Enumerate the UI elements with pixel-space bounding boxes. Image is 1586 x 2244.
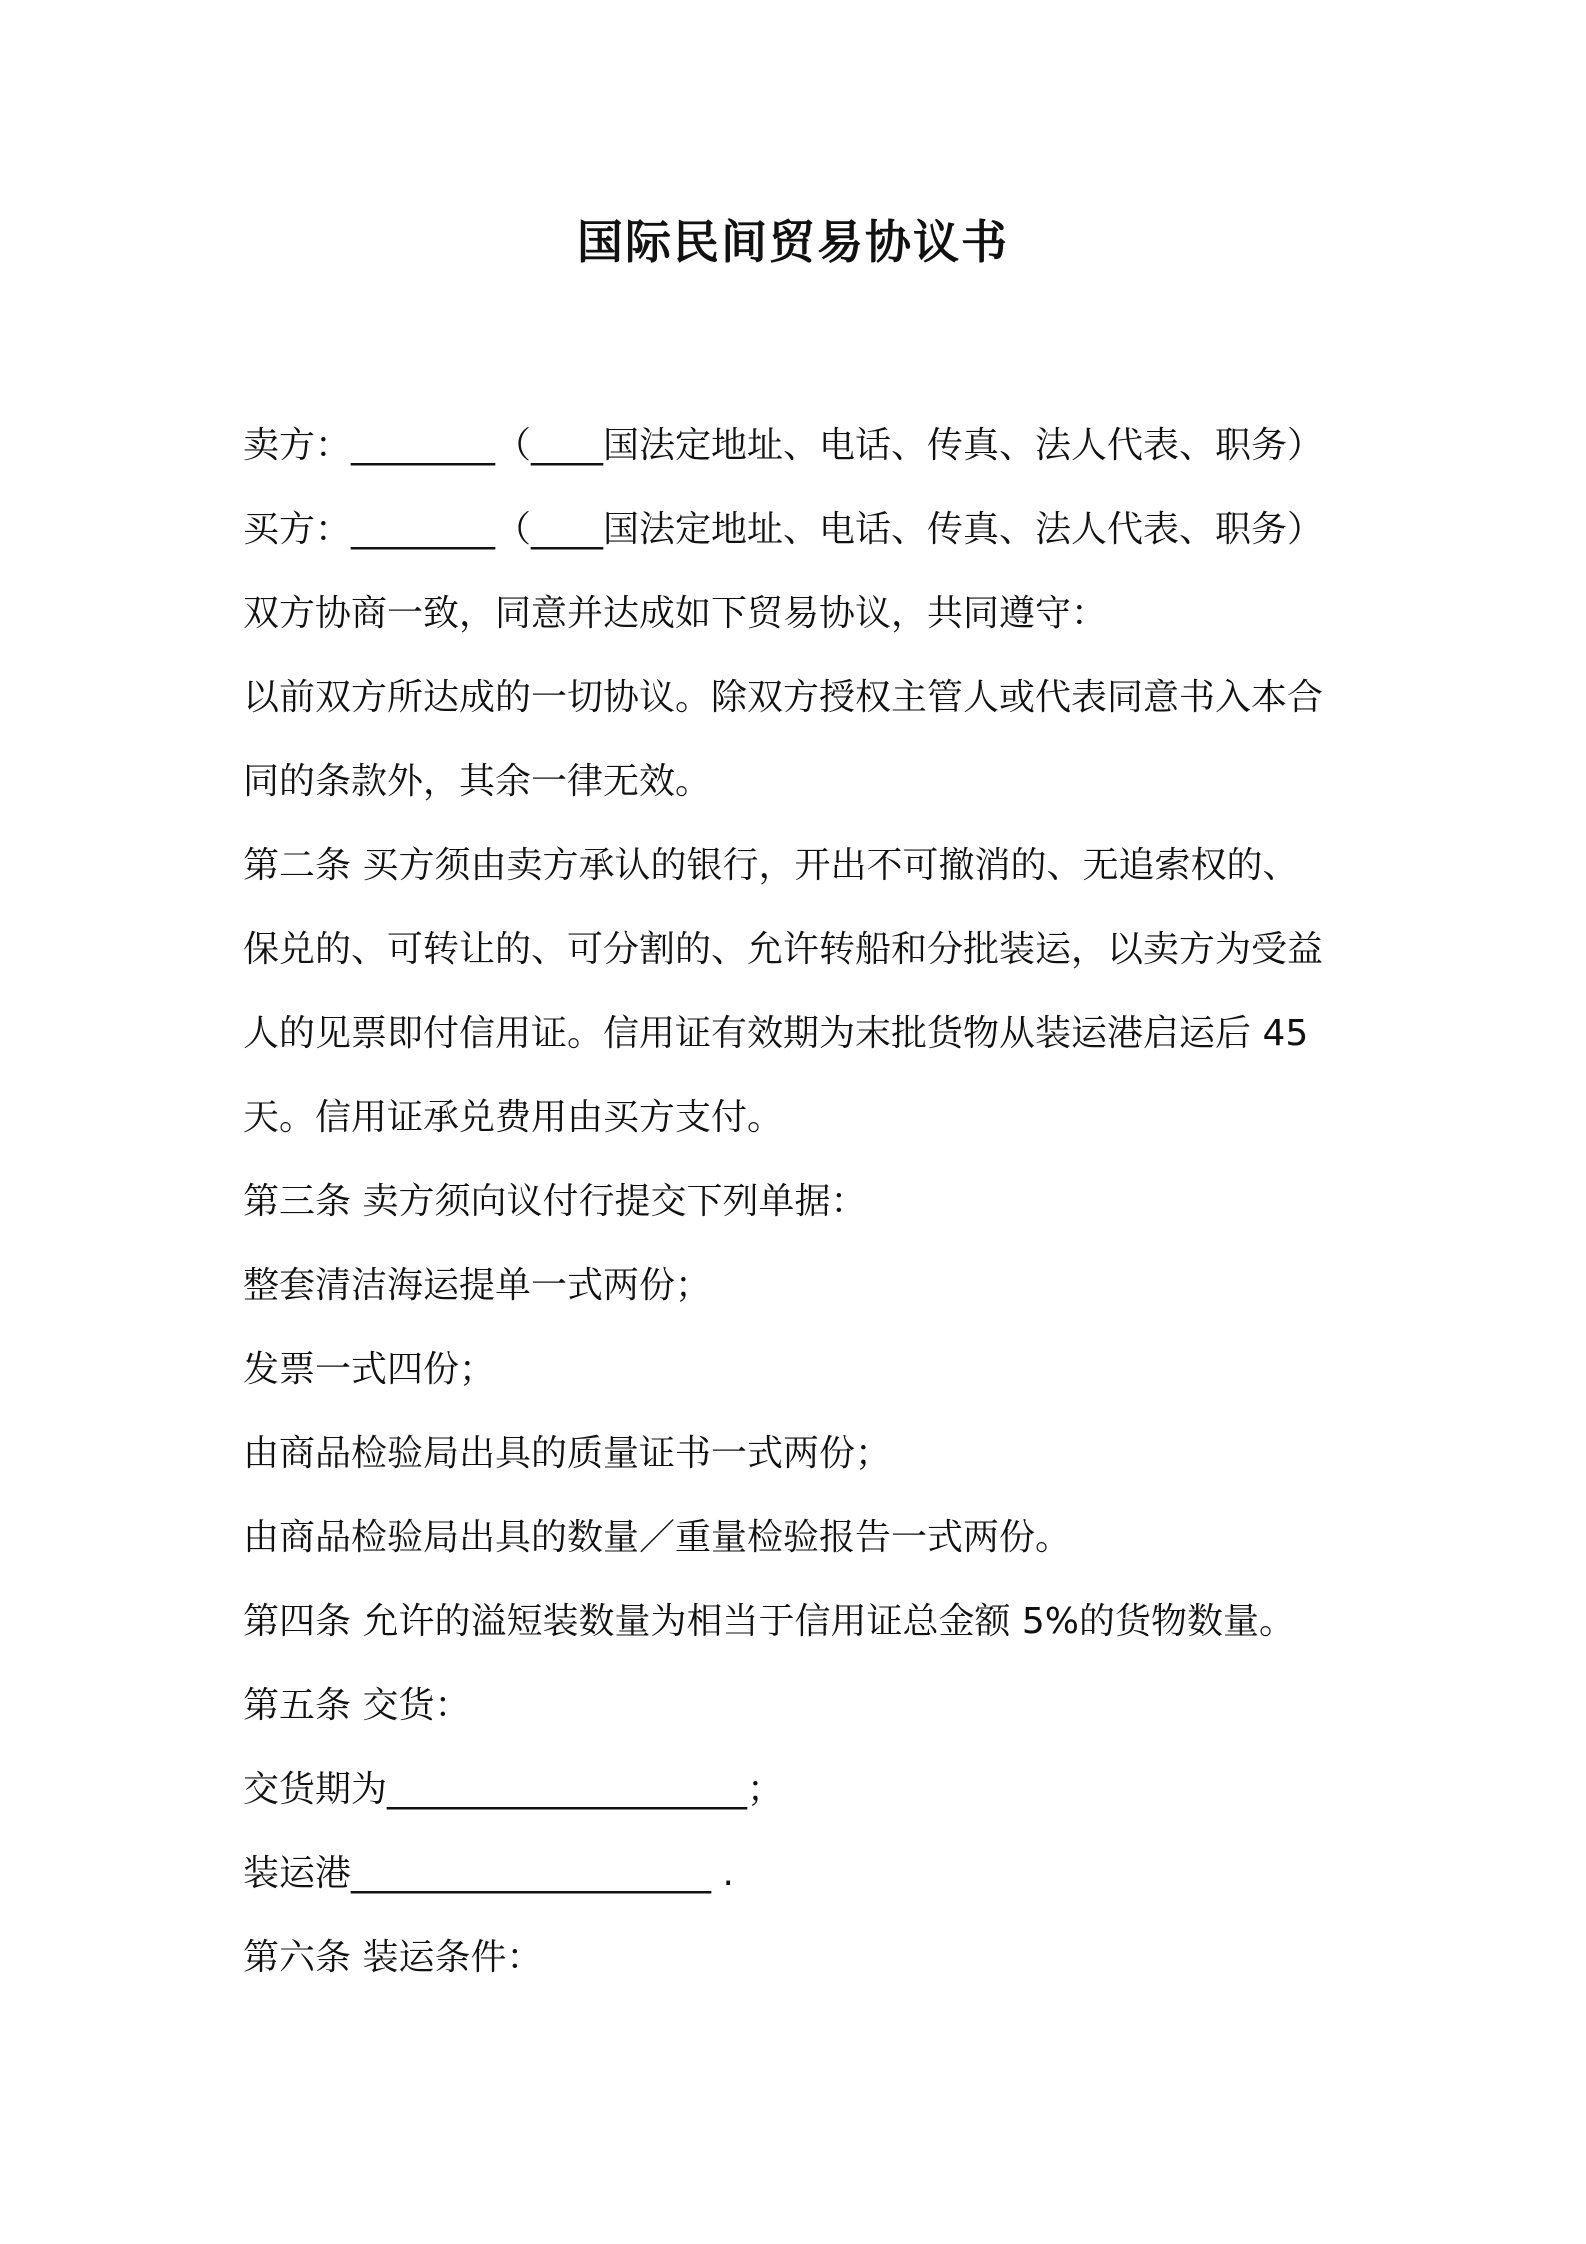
seller-line: 卖方：________（____国法定地址、电话、传真、法人代表、职务） [243, 425, 1324, 466]
agreement-intro: 双方协商一致，同意并达成如下贸易协议，共同遵守： [243, 593, 1108, 634]
document-list-item: 发票一式四份； [243, 1349, 496, 1390]
document-title: 国际民间贸易协议书 [577, 215, 1009, 269]
document-body [243, 404, 1363, 2000]
article-2-line: 保兑的、可转让的、可分割的、允许转船和分批装运，以卖方为受益 [243, 929, 1324, 970]
port-of-shipment-line: 装运港____________________ . [243, 1853, 734, 1894]
article-5-heading: 第五条 交货： [243, 1685, 471, 1726]
article-4-line: 第四条 允许的溢短装数量为相当于信用证总金额 5%的货物数量。 [243, 1601, 1295, 1642]
document-list-item: 由商品检验局出具的质量证书一式两份； [243, 1433, 892, 1474]
article-2-line: 天。信用证承兑费用由买方支付。 [243, 1097, 784, 1138]
article-2-line: 人的见票即付信用证。信用证有效期为末批货物从装运港启运后 45 [243, 1013, 1309, 1054]
paragraph-line: 以前双方所达成的一切协议。除双方授权主管人或代表同意书入本合 [243, 677, 1324, 718]
document-list-item: 整套清洁海运提单一式两份； [243, 1265, 712, 1306]
article-6-heading: 第六条 装运条件： [243, 1937, 543, 1978]
delivery-period-line: 交货期为____________________； [243, 1769, 784, 1810]
buyer-line: 买方：________（____国法定地址、电话、传真、法人代表、职务） [243, 509, 1324, 550]
article-3-heading: 第三条 卖方须向议付行提交下列单据： [243, 1181, 867, 1222]
paragraph-line: 同的条款外，其余一律无效。 [243, 761, 712, 802]
document-list-item: 由商品检验局出具的数量／重量检验报告一式两份。 [243, 1517, 1072, 1558]
article-2-line: 第二条 买方须由卖方承认的银行，开出不可撤消的、无追索权的、 [243, 845, 1299, 886]
